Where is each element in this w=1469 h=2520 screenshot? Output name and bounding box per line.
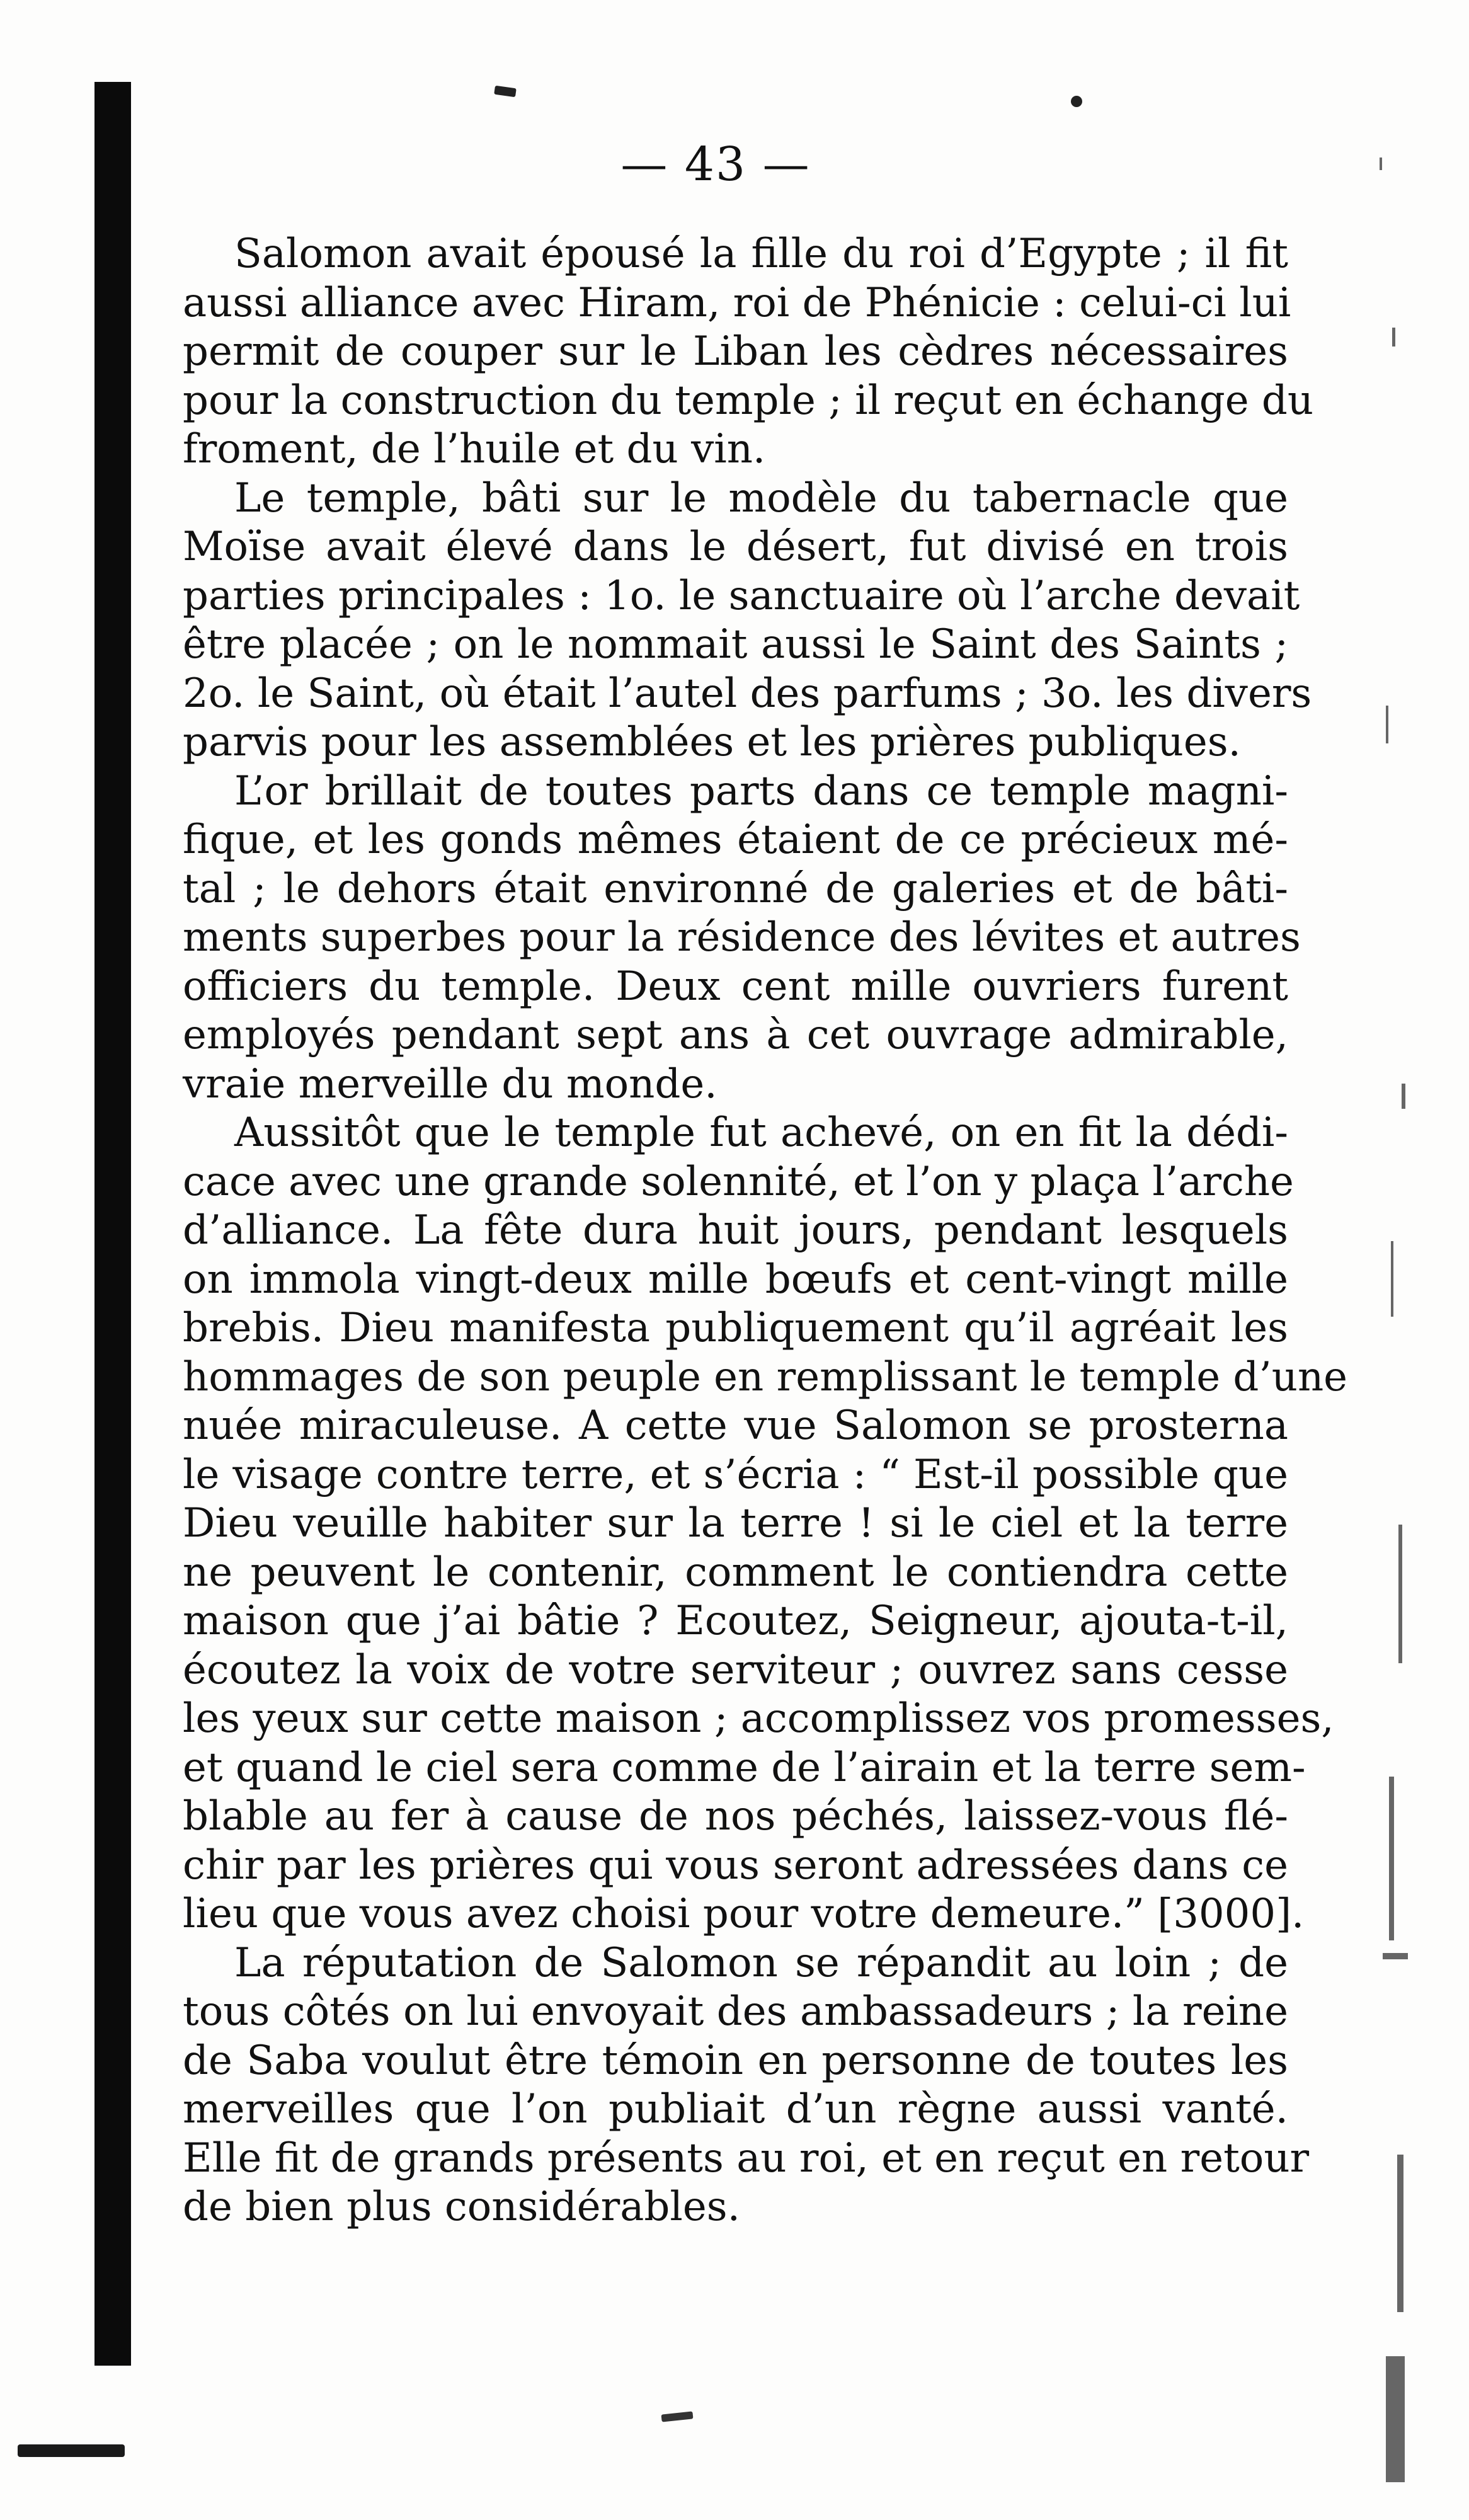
text-line: 2o. le Saint, où était l’autel des parfums ; 3o. les divers bbox=[183, 670, 1312, 717]
text-line: le visage contre terre, et s’écria : “ Est-il possible que bbox=[183, 1451, 1288, 1498]
page-number-header: — 43 — bbox=[620, 137, 811, 192]
text-line: Salomon avait épousé la fille du roi d’Egypte ; il fit bbox=[234, 231, 1288, 277]
text-line: La réputation de Salomon se répandit au loin ; de bbox=[234, 1939, 1288, 1986]
paragraph bbox=[183, 1109, 1348, 1939]
text-line: permit de couper sur le Liban les cèdres nécessaires bbox=[183, 328, 1288, 375]
text-line: cace avec une grande solennité, et l’on y plaça l’arche bbox=[183, 1158, 1294, 1205]
text-line: lieu que vous avez choisi pour votre demeure.” [3000]. bbox=[183, 1891, 1305, 1937]
body-text bbox=[183, 230, 1348, 2232]
paragraph bbox=[183, 474, 1312, 767]
binding-edge-shadow bbox=[94, 82, 131, 2366]
ink-speck bbox=[661, 2411, 694, 2422]
text-line: maison que j’ai bâtie ? Ecoutez, Seigneur, ajouta-t-il, bbox=[183, 1598, 1288, 1644]
text-line: vraie merveille du monde. bbox=[183, 1060, 717, 1108]
text-line: nuée miraculeuse. A cette vue Salomon se prosterna bbox=[183, 1402, 1288, 1449]
paragraph bbox=[183, 767, 1301, 1109]
text-line: écoutez la voix de votre serviteur ; ouvrez sans cesse bbox=[183, 1646, 1288, 1693]
text-line: employés pendant sept ans à cet ouvrage admirable, bbox=[183, 1012, 1288, 1058]
text-line: pour la construction du temple ; il reçut en échange du bbox=[183, 377, 1314, 424]
text-line: ne peuvent le contenir, comment le contiendra cette bbox=[183, 1549, 1288, 1596]
text-line: L’or brillait de toutes parts dans ce temple magni- bbox=[234, 767, 1288, 815]
text-line: parvis pour les assemblées et les prières publiques. bbox=[183, 719, 1241, 765]
text-line: de bien plus considérables. bbox=[183, 2184, 740, 2230]
paragraph bbox=[183, 1939, 1310, 2232]
text-line: et quand le ciel sera comme de l’airain et la terre sem- bbox=[183, 1744, 1306, 1791]
text-line: merveilles que l’on publiait d’un règne aussi vanté. bbox=[183, 2086, 1288, 2133]
text-line: chir par les prières qui vous seront adressées dans ce bbox=[183, 1841, 1288, 1889]
text-line: parties principales : 1o. le sanctuaire où l’arche devait bbox=[183, 572, 1300, 619]
text-line: être placée ; on le nommait aussi le Saint des Saints ; bbox=[183, 621, 1288, 668]
text-line: on immola vingt-deux mille bœufs et cent-vingt mille bbox=[183, 1256, 1288, 1303]
text-line: fique, et les gonds mêmes étaient de ce précieux mé- bbox=[183, 816, 1288, 863]
paragraph bbox=[183, 230, 1314, 474]
binding-edge-mark bbox=[18, 2444, 125, 2457]
text-line: de Saba voulut être témoin en personne de toutes les bbox=[183, 2037, 1288, 2084]
text-line: brebis. Dieu manifesta publiquement qu’il agréait les bbox=[183, 1305, 1288, 1351]
text-line: Dieu veuille habiter sur la terre ! si le ciel et la terre bbox=[183, 1500, 1288, 1547]
text-line: d’alliance. La fête dura huit jours, pendant lesquels bbox=[183, 1207, 1288, 1254]
text-line: aussi alliance avec Hiram, roi de Phénicie : celui-ci lui bbox=[183, 279, 1291, 326]
text-line: Le temple, bâti sur le modèle du tabernacle que bbox=[234, 474, 1288, 522]
text-line: ments superbes pour la résidence des lévites et autres bbox=[183, 914, 1301, 961]
ink-speck bbox=[494, 86, 517, 98]
text-line: tous côtés on lui envoyait des ambassadeurs ; la reine bbox=[183, 1988, 1288, 2035]
text-line: officiers du temple. Deux cent mille ouvriers furent bbox=[183, 963, 1288, 1010]
text-line: hommages de son peuple en remplissant le temple d’une bbox=[183, 1353, 1348, 1400]
text-line: tal ; le dehors était environné de galeries et de bâti- bbox=[183, 865, 1288, 912]
text-line: Aussitôt que le temple fut achevé, on en fit la dédi- bbox=[234, 1109, 1288, 1156]
text-line: Elle fit de grands présents au roi, et en reçut en retour bbox=[183, 2134, 1310, 2182]
show-through-bleed bbox=[1367, 139, 1424, 2488]
text-line: les yeux sur cette maison ; accomplissez vos promesses, bbox=[183, 1695, 1334, 1742]
text-line: Moïse avait élevé dans le désert, fut divisé en trois bbox=[183, 524, 1288, 570]
text-line: blable au fer à cause de nos péchés, laissez-vous flé- bbox=[183, 1793, 1288, 1840]
ink-speck bbox=[1071, 96, 1082, 107]
text-line: froment, de l’huile et du vin. bbox=[183, 426, 766, 472]
